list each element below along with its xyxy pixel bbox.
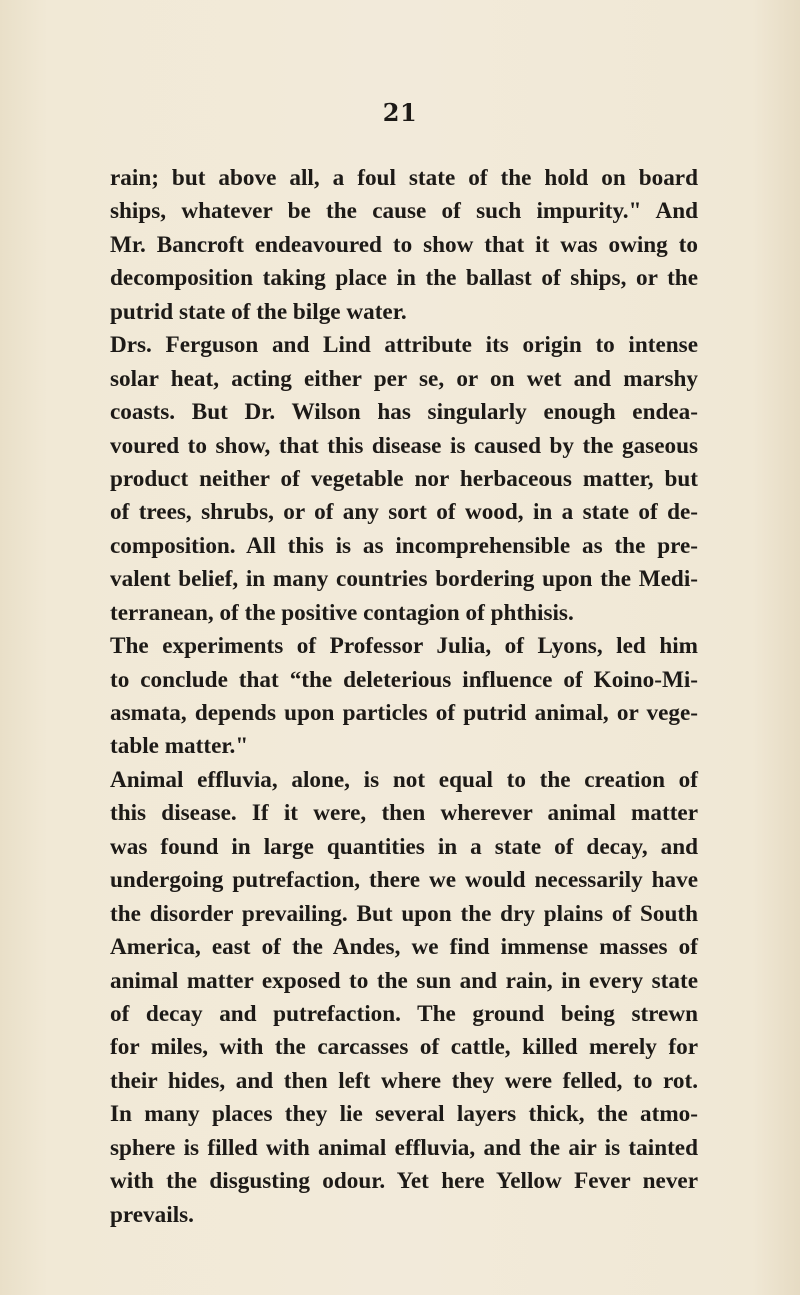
text-line: undergoing putrefaction, there we would necessarily have (110, 867, 698, 894)
text-line: product neither of vegetable nor herbaceous matter, but (110, 465, 698, 492)
text-line: America, east of the Andes, we find immense masses of (110, 934, 698, 961)
text-line: with the disgusting odour. Yet here Yellow Fever never (110, 1168, 698, 1195)
text-line: table matter." (110, 733, 249, 760)
text-line: for miles, with the carcasses of cattle, killed merely for (110, 1034, 698, 1061)
text-line: their hides, and then left where they were felled, to rot. (110, 1067, 698, 1094)
text-line: the disorder prevailing. But upon the dry plains of South (110, 900, 698, 927)
text-line: Drs. Ferguson and Lind attribute its origin to intense (110, 332, 698, 359)
text-line: coasts. But Dr. Wilson has singularly enough endea- (110, 399, 698, 426)
text-line: The experiments of Professor Julia, of Lyons, led him (110, 633, 698, 660)
text-line: solar heat, acting either per se, or on wet and marshy (110, 365, 698, 392)
text-line: terranean, of the positive contagion of phthisis. (110, 599, 574, 626)
body-text (110, 162, 698, 1232)
text-line: Mr. Bancroft endeavoured to show that it was owing to (110, 231, 698, 258)
text-line: was found in large quantities in a state of decay, and (110, 833, 698, 860)
text-line: composition. All this is as incomprehensible as the pre- (110, 532, 698, 559)
text-line: valent belief, in many countries bordering upon the Medi- (110, 566, 698, 593)
text-line: rain; but above all, a foul state of the hold on board (110, 165, 698, 191)
text-line: decomposition taking place in the ballast of ships, or the (110, 265, 698, 292)
text-line: of decay and putrefaction. The ground being strewn (110, 1000, 698, 1027)
text-line: voured to show, that this disease is caused by the gaseous (110, 432, 698, 459)
text-line: prevails. (110, 1201, 194, 1228)
text-line: asmata, depends upon particles of putrid animal, or vege- (110, 700, 698, 726)
text-line: sphere is filled with animal effluvia, and the air is tainted (110, 1134, 698, 1161)
text-line: this disease. If it were, then wherever animal matter (110, 800, 698, 827)
text-line: Animal effluvia, alone, is not equal to the creation of (110, 766, 698, 793)
text-line: ships, whatever be the cause of such impurity." And (110, 198, 698, 225)
text-line: of trees, shrubs, or of any sort of wood, in a state of de- (110, 499, 698, 526)
text-line: In many places they lie several layers thick, the atmo- (110, 1101, 698, 1128)
text-line: animal matter exposed to the sun and rain, in every state (110, 967, 698, 994)
page-number: 21 (382, 98, 418, 127)
text-line: putrid state of the bilge water. (110, 298, 407, 325)
text-line: to conclude that “the deleterious influence of Koino-Mi- (110, 666, 698, 693)
